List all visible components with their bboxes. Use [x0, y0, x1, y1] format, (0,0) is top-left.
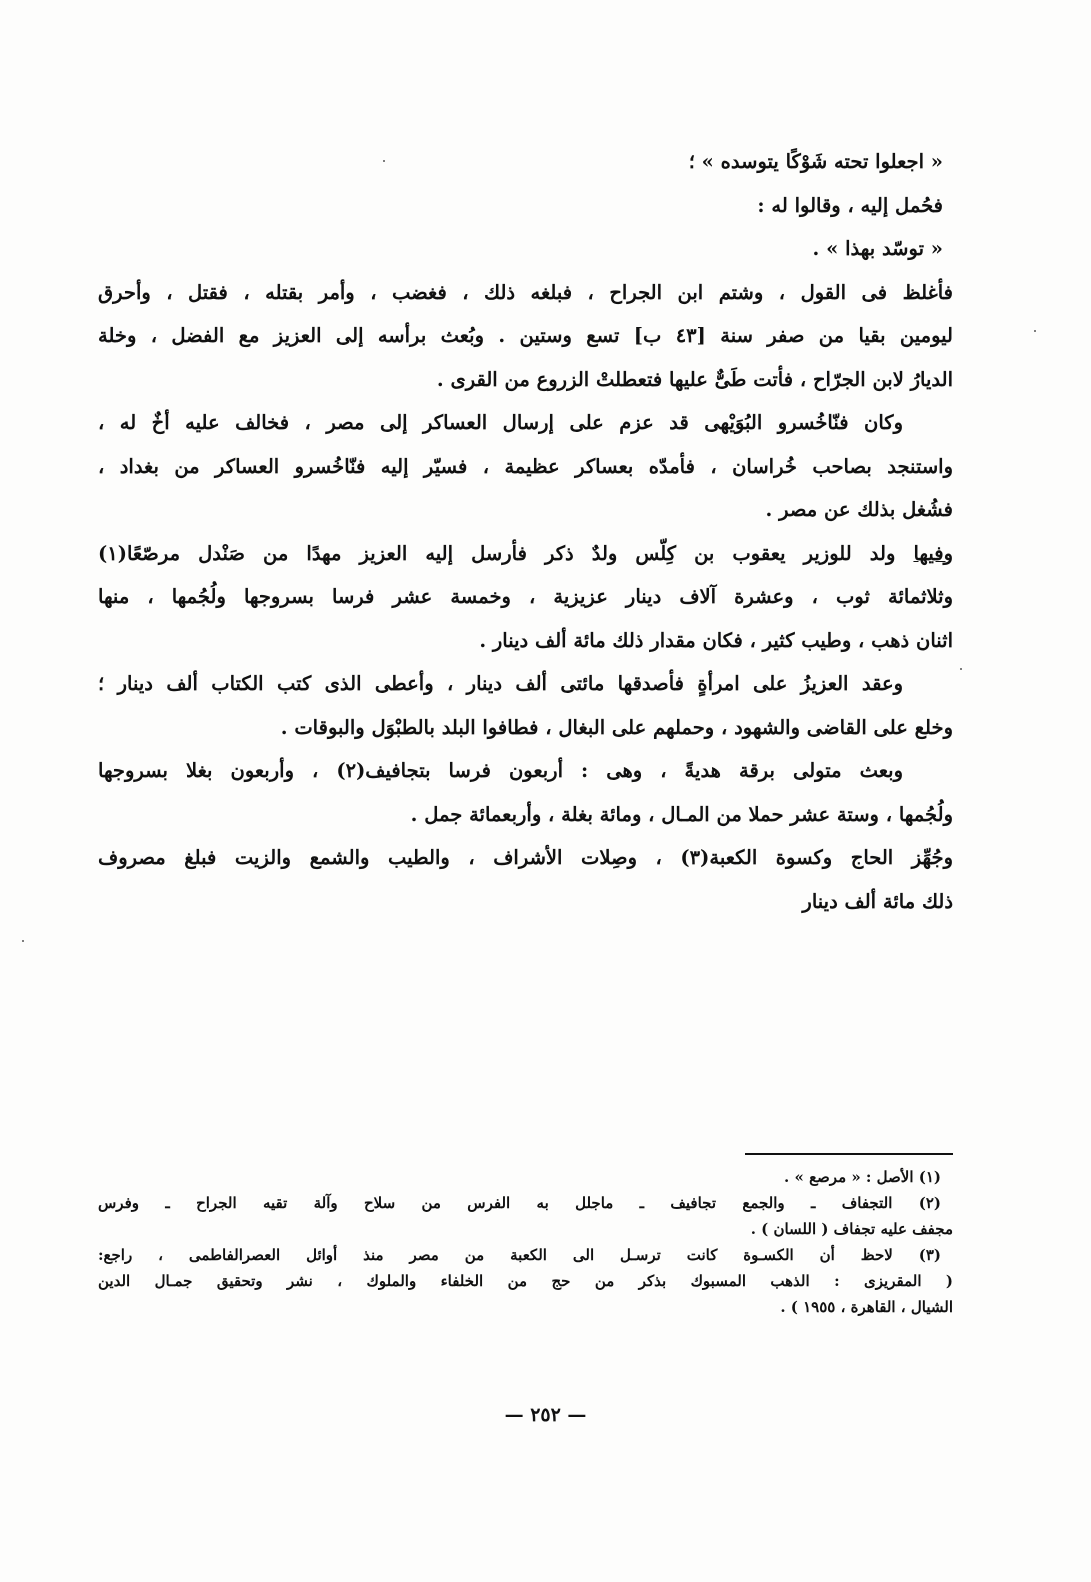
main-text	[98, 140, 953, 923]
text-line: « توسّد بهذا » .	[812, 237, 943, 260]
scan-speck	[1034, 330, 1036, 332]
text-line	[98, 532, 953, 576]
text-line: واستنجد بصاحب خُراسان ، فأمدّه بعساكر عظيمة ، فسيّر إليه فنّاخُسرو العساكر من بغداد ،	[98, 454, 953, 478]
text-line: وكان فنّاخُسرو البُوَيْهى قد عزم على إرسال العساكر إلى مصر ، فخالف عليه أخٌ له ،	[98, 411, 903, 434]
footnote-line: (١) الأصل : « مرصع » .	[784, 1168, 941, 1186]
footnote-line: مجفف عليه تجفاف ( اللسان ) .	[750, 1220, 953, 1238]
text-line: فأغلظ فى القول ، وشتم ابن الجراح ، فبلغه ذلك ، فغضب ، وأمر بقتله ، فقتل ، وأحرق	[98, 280, 953, 304]
footnote-line: ( المقريزى : الذهب المسبوك بذكر من حج من الخلفاء والملوك ، نشر وتحقيق جمـال الدين	[98, 1272, 953, 1290]
text-line: وثلاثمائة ثوب ، وعشرة آلاف دينار عزيزية ، وخمسة عشر فرسا بسروجها ولُجُمها ، منها	[98, 585, 953, 608]
text-line: فحُمل إليه ، وقالوا له :	[757, 193, 943, 217]
text-line: وخلع على القاضى والشهود ، وحملهم على البغال ، فطافوا البلد بالطبْوَل والبوقات .	[280, 715, 953, 739]
footnotes	[98, 1164, 953, 1320]
underlined-word: وفيها	[913, 541, 953, 565]
scan-speck	[960, 668, 962, 670]
scan-speck	[383, 160, 385, 162]
footnote-divider	[745, 1153, 953, 1155]
text-line: ذلك مائة ألف دينار	[802, 889, 953, 913]
text-line: وبعث متولى برقة هديةً ، وهى : أربعون فرسا بتجافيف(٢) ، وأربعون بغلا بسروجها	[98, 759, 904, 782]
text-line: اثنان ذهب ، وطيب كثير ، فكان مقدار ذلك مائة ألف دينار .	[479, 628, 953, 652]
footnote-line: الشيال ، القاهرة ، ١٩٥٥ ) .	[780, 1298, 953, 1316]
text-line-rest: ولد للوزير يعقوب بن كِلّس ولدٌ ذكر فأرسل إليه العزيز مهدًا من صَنْدل مرصّعًا(١)	[98, 541, 896, 565]
text-line: « اجعلوا تحته شَوْكًا يتوسده » ؛	[688, 150, 943, 173]
text-line: فشُغل بذلك عن مصر .	[765, 498, 953, 521]
text-line: الديارُ لابن الجرّاح ، فأتت طَىٌّ عليها فتعطلتْ الزروع من القرى .	[436, 367, 953, 391]
page-number: — ٢٥٢ —	[504, 1404, 587, 1426]
text-line: وجُهِّز الحاج وكسوة الكعبة(٣) ، وصِلات الأشراف ، والطيب والشمع والزيت فبلغ مصروف	[98, 846, 953, 869]
text-line: ليومين بقيا من صفر سنة [٤٣ ب] تسع وستين . وبُعث برأسه إلى العزيز مع الفضل ، وخلة	[98, 324, 953, 347]
text-line: ولُجُمها ، وستة عشر حملا من المـال ، ومائة بغلة ، وأربعمائة جمل .	[410, 802, 953, 826]
footnote-line: (٣) لاحظ أن الكسـوة كانت ترسـل الى الكعبة من مصر منذ أوائل العصرالفاطمى ، راجع:	[98, 1246, 941, 1264]
scan-speck	[22, 940, 24, 942]
text-line: وعقد العزيزُ على امرأةٍ فأصدقها مائتى ألف دينار ، وأعطى الذى كتب الكتاب ألف دينار ؛	[98, 672, 903, 695]
footnote-line: (٢) التجفاف ـ والجمع تجافيف ـ ماجلل به الفرس من سلاح وآلة تقيه الجراح ـ وفرس	[98, 1194, 941, 1212]
